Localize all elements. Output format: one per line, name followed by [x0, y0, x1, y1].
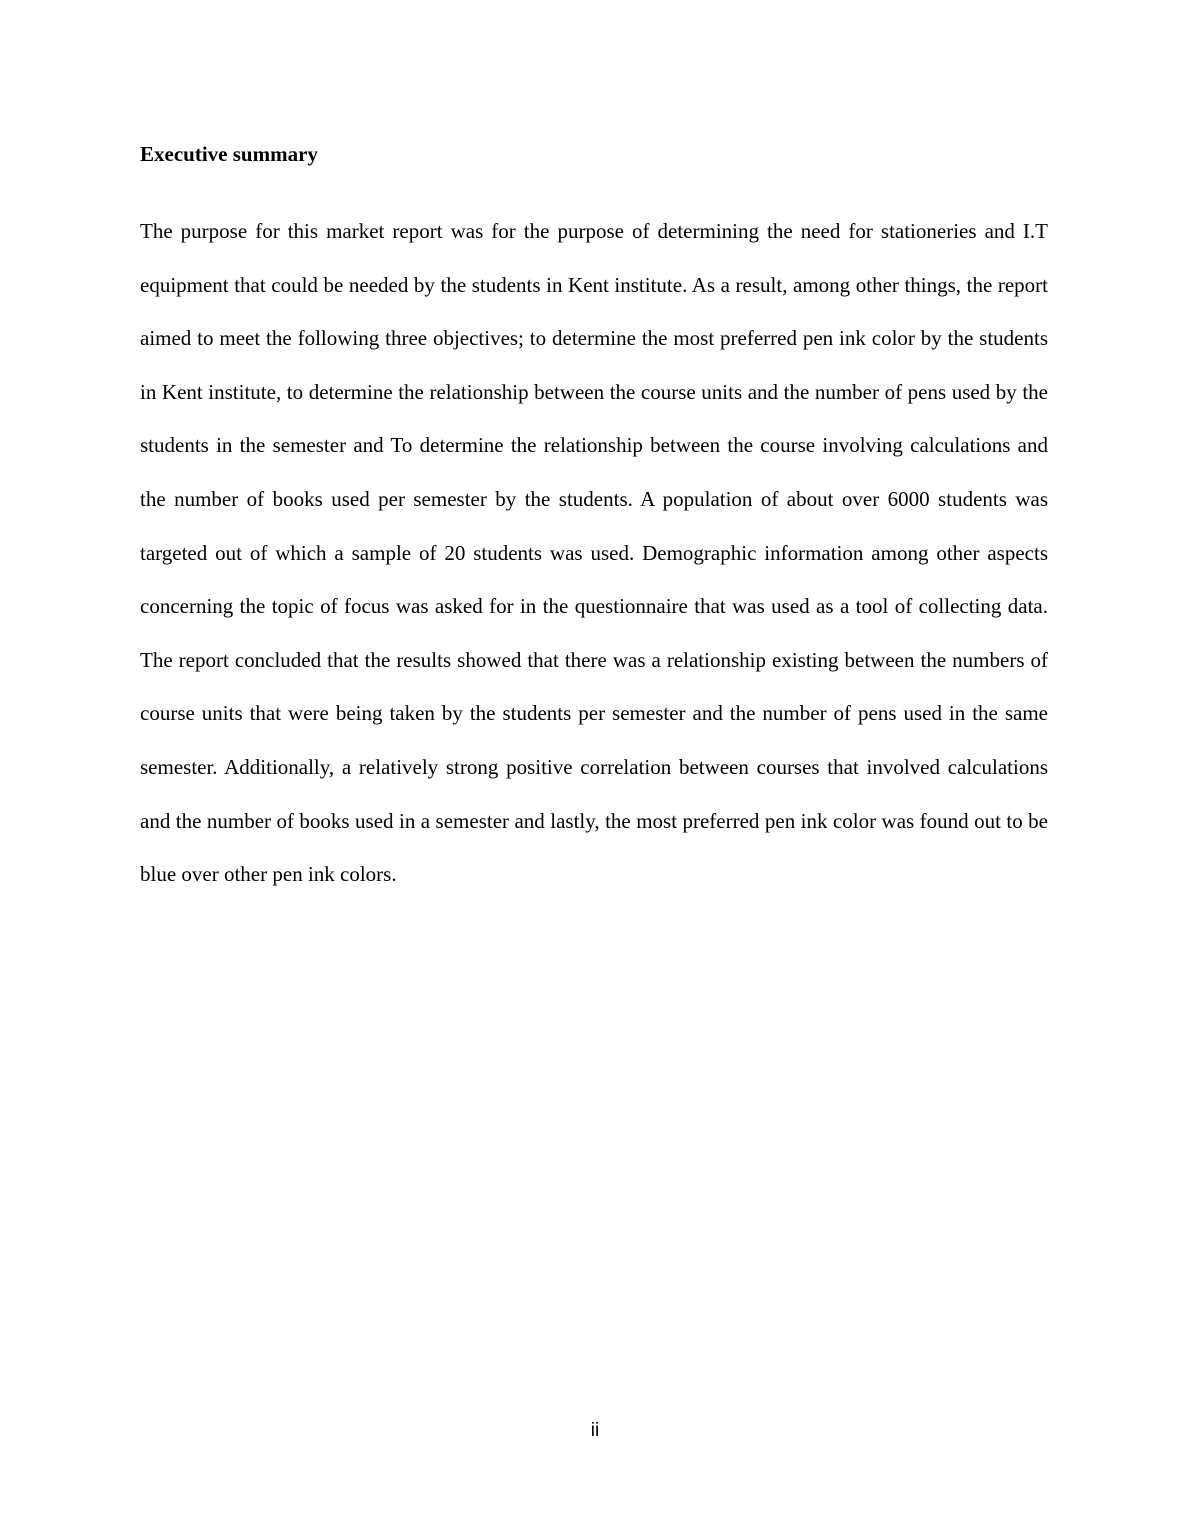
- page-number: ii: [590, 1420, 600, 1441]
- section-heading: Executive summary: [140, 142, 318, 166]
- summary-paragraph: The purpose for this market report was for the purpose of determining the need for stationeries and I.T equipment that could be needed by the students in Kent institute. As a result, among other things, the report aimed to meet the following three objectives; to determine the most preferred pen ink color by the students in Kent institute, to determine the relationship between the course units and the number of pens used by the students in the semester and To determine the relationship between the course involving calculations and the number of books used per semester by the students. A population of about over 6000 students was targeted out of which a sample of 20 students was used. Demographic information among other aspects concerning the topic of focus was asked for in the questionnaire that was used as a tool of collecting data. The report concluded that the results showed that there was a relationship existing between the numbers of course units that were being taken by the students per semester and the number of pens used in the same semester. Additionally, a relatively strong positive correlation between courses that involved calculations and the number of books used in a semester and lastly, the most preferred pen ink color was found out to be blue over other pen ink colors.: [140, 219, 1048, 887]
